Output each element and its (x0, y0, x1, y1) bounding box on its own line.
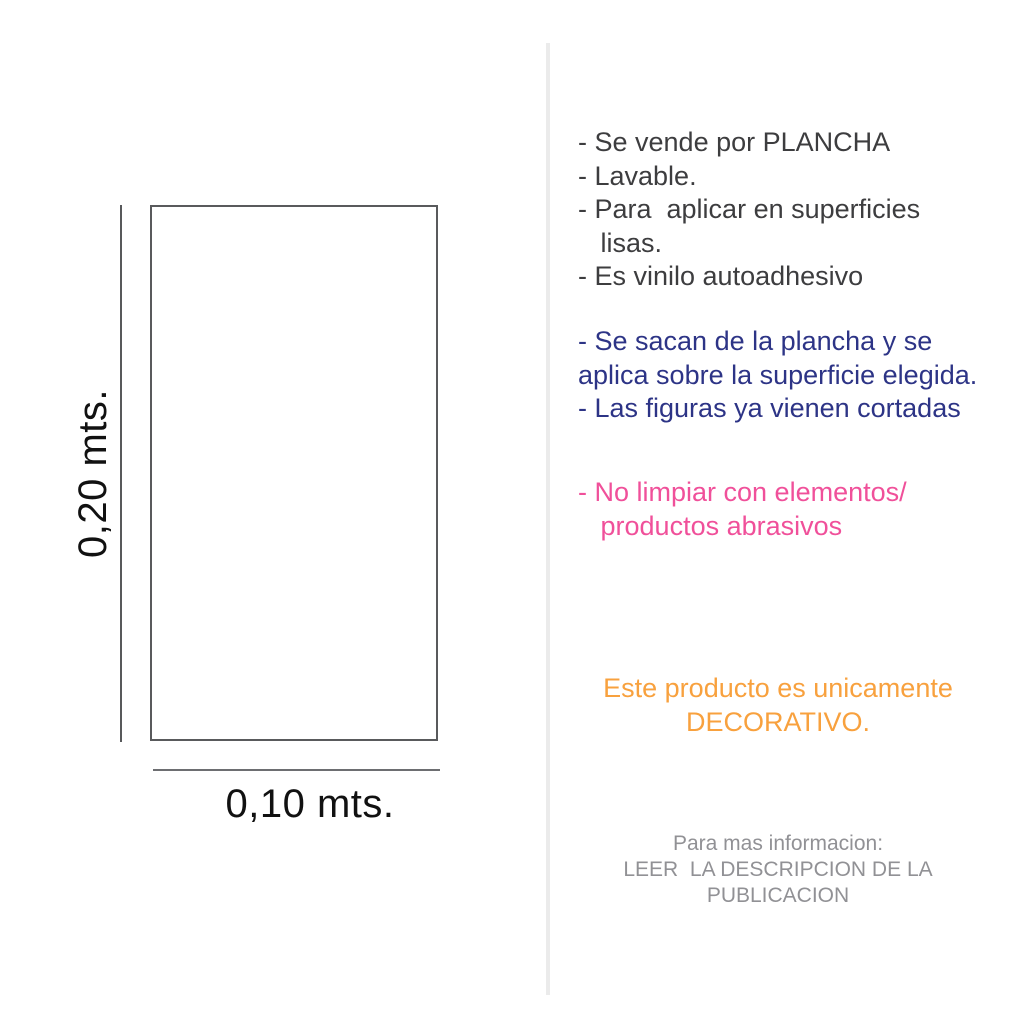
note-line: lisas. (578, 227, 663, 258)
note-line: LEER LA DESCRIPCION DE LA PUBLICACION (623, 858, 939, 907)
note-line: - Para aplicar en superficies (578, 194, 921, 224)
note-line: - Se vende por PLANCHA (578, 127, 891, 157)
note-line: - No limpiar con elementos/ (578, 477, 907, 507)
note-line: - Las figuras ya vienen cortadas (578, 393, 961, 423)
note-line: Para mas informacion: (672, 832, 884, 855)
note-line: aplica sobre la superficie elegida. (578, 359, 978, 390)
general-notes-block (578, 126, 1008, 294)
decorative-disclaimer-block (553, 672, 1003, 739)
note-line: - Lavable. (578, 160, 697, 191)
footer-info-block (553, 831, 1003, 909)
vertical-divider (546, 43, 550, 995)
application-notes-block (578, 325, 1008, 426)
height-label-wrap (55, 205, 131, 742)
note-line: DECORATIVO. (685, 706, 871, 737)
width-dimension-line (153, 769, 440, 771)
note-line: - Se sacan de la plancha y se (578, 326, 933, 356)
cleaning-warning-block (578, 476, 1008, 543)
note-line: - Es vinilo autoadhesivo (578, 261, 864, 291)
sheet-outline-rectangle (150, 205, 438, 741)
width-dimension-label: 0,10 mts. (225, 782, 395, 826)
note-line: productos abrasivos (578, 510, 843, 541)
height-dimension-label: 0,20 mts. (70, 388, 115, 559)
note-line: Este producto es unicamente (603, 673, 953, 703)
